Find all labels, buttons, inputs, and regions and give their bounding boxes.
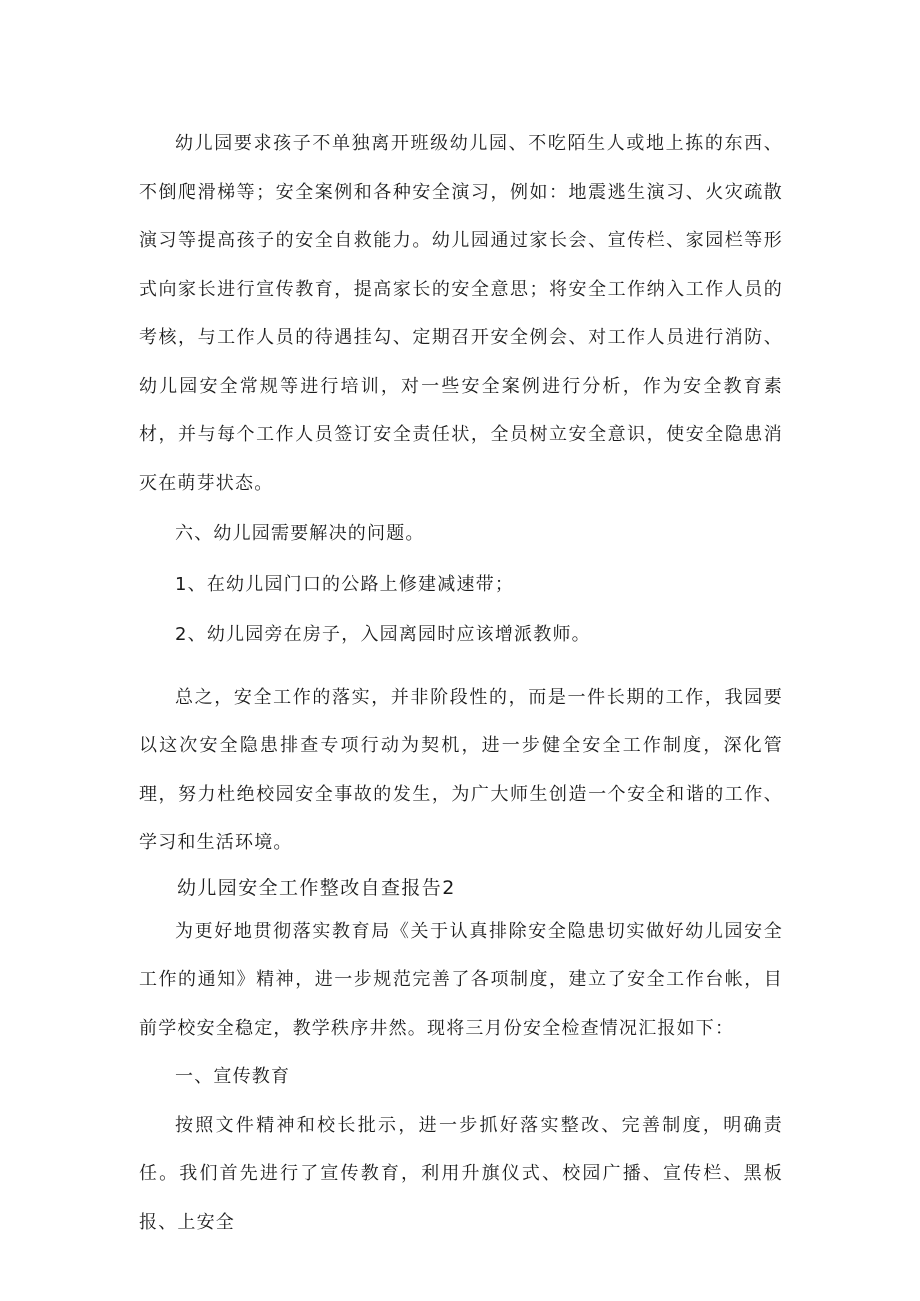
paragraph-summary: 总之，安全工作的落实，并非阶段性的，而是一件长期的工作，我园要以这次安全隐患排查专项行动为契机，进一步健全安全工作制度，深化管理，努力杜绝校园安全事故的发生，为广大师生创造一个安全和谐的工作、学习和生活环境。 <box>139 686 783 853</box>
spacer <box>139 660 783 674</box>
paragraph-publicity: 按照文件精神和校长批示，进一步抓好落实整改、完善制度，明确责任。我们首先进行了宣传教育，利用升旗仪式、校园广播、宣传栏、黑板报、上安全 <box>139 1114 783 1233</box>
document-page <box>139 120 783 1247</box>
report-title: 幼儿园安全工作整改自查报告2 <box>177 876 456 899</box>
list-item-teachers: 2、幼儿园旁在房子，入园离园时应该增派教师。 <box>175 624 591 645</box>
section-heading-problems: 六、幼儿园需要解决的问题。 <box>175 523 425 544</box>
list-item-speed-bump: 1、在幼儿园门口的公路上修建减速带； <box>175 573 515 595</box>
section-heading-publicity: 一、宣传教育 <box>175 1066 291 1087</box>
paragraph-intro: 为更好地贯彻落实教育局《关于认真排除安全隐患切实做好幼儿园安全工作的通知》精神，进一步规范完善了各项制度，建立了安全工作台帐，目前学校安全稳定，教学秩序井然。现将三月份安全检查情况汇报如下： <box>139 920 783 1039</box>
paragraph-safety-education: 幼儿园要求孩子不单独离开班级幼儿园、不吃陌生人或地上拣的东西、不倒爬滑梯等；安全案例和各种安全演习，例如：地震逃生演习、火灾疏散演习等提高孩子的安全自救能力。幼儿园通过家长会、宣传栏、家园栏等形式向家长进行宣传教育，提高家长的安全意思；将安全工作纳入工作人员的考核，与工作人员的待遇挂勾、定期召开安全例会、对工作人员进行消防、幼儿园安全常规等进行培训，对一些安全案例进行分析，作为安全教育素材，并与每个工作人员签订安全责任状，全员树立安全意识，使安全隐患消灭在萌芽状态。 <box>139 133 783 494</box>
